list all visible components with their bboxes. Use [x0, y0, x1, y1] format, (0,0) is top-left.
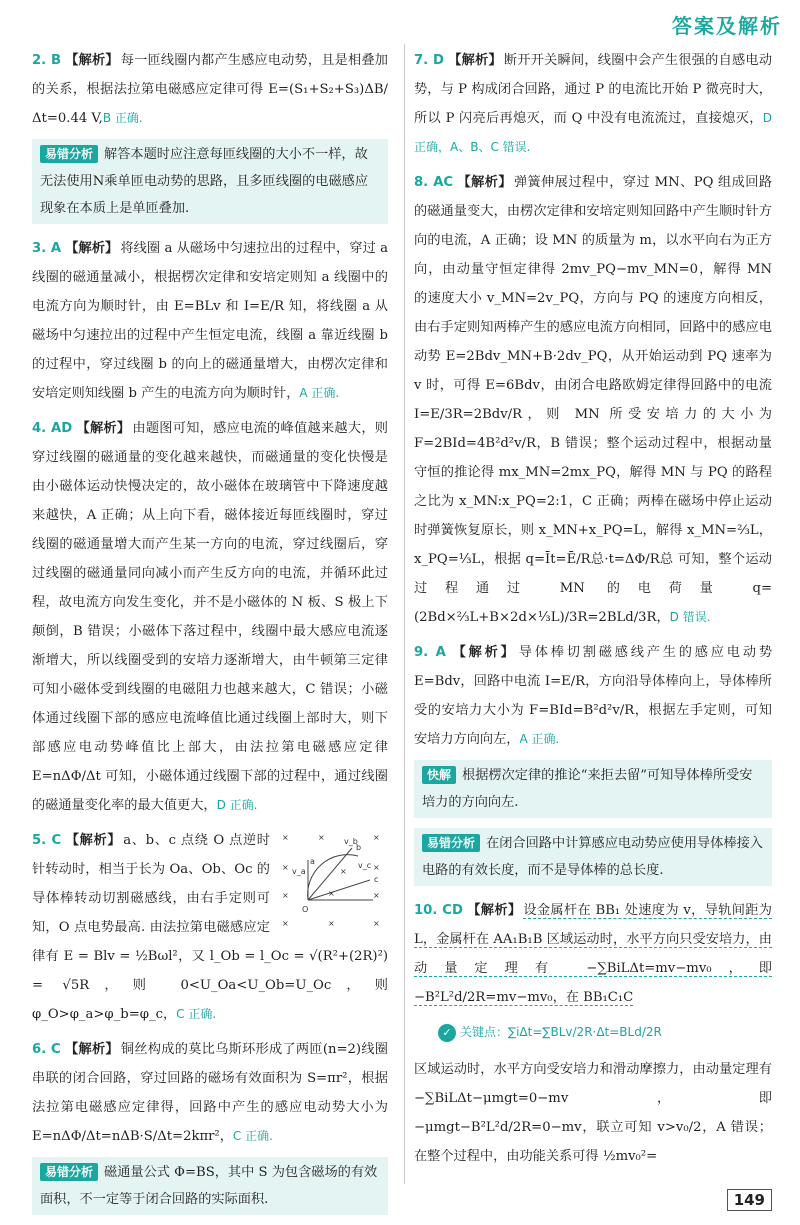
question-number: 2. B: [32, 53, 62, 68]
right-column: [414, 46, 772, 1177]
label-a: a: [310, 857, 315, 866]
answer-text: 每一匝线圈内都产生感应电动势，且是相叠加的关系，根据法拉第电磁感应定律可得 E=(S₁+S₂+S₃)ΔB/Δt=0.44 V,: [32, 53, 388, 126]
question-number: 4. AD: [32, 421, 73, 436]
question-number: 6. C: [32, 1042, 61, 1057]
analysis-tag: 【解析】: [64, 1042, 119, 1057]
box-label: 快解: [422, 766, 456, 784]
judgement: A 正确.: [299, 386, 340, 400]
label-vb: v_b: [344, 837, 358, 846]
answer-4: [32, 414, 388, 820]
page-title: 答案及解析: [672, 14, 782, 38]
analysis-tag: 【解析】: [76, 421, 131, 436]
svg-text:×: ×: [318, 833, 325, 842]
column-divider: [404, 44, 405, 1184]
answer-text: 将线圈 a 从磁场中匀速拉出的过程中，穿过 a 线圈的磁通量减小，根据楞次定律和安培定则知 a 线圈中的电流方向为顺时针，由 E=BLv 和 I=E/R 知，将线圈 a 从磁场中匀速拉出的过程中产生恒定电流，线圈 a 靠近线圈 b 的过程中，穿过线圈 b 的向上的磁通量增大，由楞次定律和安培定则知线圈 b 产生的电流方向为顺时针，: [32, 241, 389, 401]
answer-text: a、b、c 点绕 O 点逆时针转动时，相当于长为 Oa、Ob、Oc 的导体棒转动切割磁感线，由右手定则可知，O 点电势最高. 由法拉第电磁感应定律有 E = Blv = ½Bωl²，又 l_Ob = l_Oc = √(R²+(2R)²) = √5R，则 0<U_Oa<U_Ob=U_Oc，则 φ_O>φ_a>φ_b=φ_c，: [32, 833, 388, 1022]
question-number: 7. D: [414, 53, 444, 68]
page-number: 149: [727, 1189, 772, 1211]
box-text: 根据楞次定律的推论“来拒去留”可知导体棒所受安培力的方向向左.: [422, 768, 753, 810]
key-icon: ✓: [438, 1024, 456, 1042]
analysis-tag: 【解析】: [449, 645, 517, 660]
answer-text: 导体棒切割磁感线产生的感应电动势 E=Bdv，回路中电流 I=E/R，方向沿导体棒向上，导体棒所受的安培力大小为 F=BId=B²d²v/R，根据左手定则，可知安培力方向向左，: [414, 645, 773, 747]
box-text: 在闭合回路中计算感应电动势应使用导体棒接入电路的有效长度，而不是导体棒的总长度.: [422, 836, 763, 878]
judgement: C 正确.: [232, 1129, 273, 1143]
analysis-tag: 【解析】: [447, 53, 502, 68]
label-o: O: [302, 905, 309, 914]
left-column: [32, 46, 388, 1225]
question-number: 8. AC: [414, 175, 454, 190]
label-va: v_a: [292, 867, 306, 876]
answer-8: [414, 168, 772, 632]
svg-text:×: ×: [282, 891, 289, 900]
answer-10-continued: [414, 1055, 772, 1171]
svg-text:×: ×: [373, 919, 380, 928]
svg-text:×: ×: [373, 863, 380, 872]
quick-solution-box: [414, 760, 772, 818]
analysis-tag: 【解析】: [65, 241, 119, 256]
question-number: 3. A: [32, 241, 62, 256]
judgement: D 正确，A、B、C 错误.: [414, 111, 772, 154]
svg-text:×: ×: [282, 863, 289, 872]
box-text: 磁通量公式 Φ=BS，其中 S 为包含磁场的有效面积，不一定等于闭合回路的实际面积.: [40, 1165, 378, 1207]
key-point: [438, 1018, 772, 1047]
analysis-tag: 【解析】: [466, 903, 522, 918]
answer-6: [32, 1035, 388, 1151]
answer-text: 区域运动时，水平方向受安培力和滑动摩擦力，由动量定理有 −∑BiLΔt−μmgt=0−mv，即 −μmgt−B²L²d/2R=0−mv，联立可知 v>v₀/2，A 错误；在整个过程中，由功能关系可得 ½mv₀²=: [414, 1062, 772, 1164]
label-b: b: [356, 843, 362, 852]
label-c: c: [374, 875, 379, 884]
answer-text: 断开开关瞬间，线圈中会产生很强的自感电动势，与 P 构成闭合回路，通过 P 的电流比开始 P 微亮时大，所以 P 闪亮后再熄灭，而 Q 中没有电流流过，直接熄灭，: [414, 53, 773, 126]
analysis-tag: 【解析】: [457, 175, 512, 190]
box-label: 易错分析: [40, 1163, 98, 1181]
answer-text: 弹簧伸展过程中，穿过 MN、PQ 组成回路的磁通量变大，由楞次定律和安培定则知回路中产生顺时针方向的电流，A 正确；设 MN 的质量为 m，以水平向右为正方向，由动量守恒定律得 2mv_PQ−mv_MN=0，解得 MN 的速度大小 v_MN=2v_PQ，方向与 PQ 的速度方向相反，由右手定则知两棒产生的感应电流方向相同，回路中的感应电动势 E=2Bdv_MN+B·2dv_PQ，从开始运动到 PQ 速率为 v 时，可得 E=6Bdv，由闭合电路欧姆定律得回路中的电流 I=E/3R=2Bdv/R，则 MN 所受安培力的大小为 F=2BId=4B²d²v/R，B 错误；整个运动过程中，根据动量守恒的推论得 mx_MN=2mx_PQ，解得 MN 与 PQ 的路程之比为 x_MN:x_PQ=2:1，C 正确；两棒在磁场中停止运动时弹簧恢复原长，则 x_MN+x_PQ=L，解得 x_MN=⅔L，x_PQ=⅓L，根据 q=Īt=Ē/R总·t=ΔΦ/R总 可知，整个运动过程通过 MN 的电荷量 q=(2Bd×⅔L+B×2d×⅓L)/3R=2BLd/3R，: [414, 175, 773, 625]
analysis-tag: 【解析】: [65, 833, 122, 848]
answer-10: [414, 896, 772, 1012]
rotating-disk-diagram: [278, 830, 388, 930]
judgement: C 正确.: [176, 1007, 217, 1021]
box-text: 解答本题时应注意每匝线圈的大小不一样，故无法使用N乘单匝电动势的思路，且多匝线圈的电磁感应现象在本质上是单匝叠加.: [40, 147, 369, 216]
box-label: 易错分析: [40, 145, 98, 163]
label-vc: v_c: [358, 861, 372, 870]
analysis-tag: 【解析】: [65, 53, 119, 68]
error-analysis-box: [32, 1157, 388, 1215]
answer-text: 铜丝构成的莫比乌斯环形成了两匝(n=2)线圈串联的闭合回路，穿过回路的磁场有效面积为 S=πr²，根据法拉第电磁感应定律得，回路中产生的感应电动势大小为 E=nΔΦ/Δt=nΔB·S/Δt=2kπr²，: [32, 1042, 388, 1144]
error-analysis-box: [414, 828, 772, 886]
svg-text:×: ×: [328, 919, 335, 928]
svg-text:×: ×: [282, 833, 289, 842]
box-label: 易错分析: [422, 834, 480, 852]
svg-text:×: ×: [373, 891, 380, 900]
answer-5: [32, 826, 388, 1029]
svg-text:×: ×: [328, 889, 335, 898]
error-analysis-box: [32, 139, 388, 224]
header-strip: [0, 0, 800, 46]
svg-text:×: ×: [340, 867, 347, 876]
svg-text:×: ×: [373, 833, 380, 842]
question-number: 9. A: [414, 645, 446, 660]
judgement: D 错误.: [669, 610, 711, 624]
answer-text: 设金属杆在 BB₁ 处速度为 v，导轨间距为 L，金属杆在 AA₁B₁B 区域运动时，水平方向只受安培力，由动量定理有 −∑BiLΔt=mv−mv₀，即 −B²L²d/2R=mv−mv₀，在 BB₁C₁C: [414, 903, 772, 1005]
answer-text: 由题图可知，感应电流的峰值越来越大，则穿过线圈的磁通量的变化越来越快，而磁通量的变化快慢是由小磁体运动快慢决定的，故小磁体在玻璃管中下降速度越来越快，A 正确；从上向下看，磁体接近每匝线圈时，穿过线圈的磁通量增大而产生某一方向的电流，穿过线圈后，穿过线圈的磁通量同向减小而产生反方向的电流，并循环此过程，故电流方向发生变化，并不是小磁体的 N 板、S 极上下颠倒，B 错误；小磁体下落过程中，线圈中最大感应电流逐渐增大，所以线圈受到的安培力逐渐增大，由牛顿第三定律可知小磁体受到线圈的电磁阻力也越来越大，C 错误；小磁体通过线圈下部的感应电流峰值比通过线圈上部时大，则下部感应电动势峰值比上部大，由法拉第电磁感应定律 E=nΔΦ/Δt 可知，小磁体通过线圈下部的过程中，通过线圈的磁通量变化率的最大值更大，: [32, 421, 388, 813]
answer-9: [414, 638, 772, 754]
answer-2: [32, 46, 388, 133]
judgement: D 正确.: [216, 798, 258, 812]
answer-7: [414, 46, 772, 162]
judgement: A 正确.: [519, 732, 560, 746]
question-number: 10. CD: [414, 903, 463, 918]
key-point-label: 关键点：: [460, 1025, 509, 1039]
svg-text:×: ×: [282, 919, 289, 928]
question-number: 5. C: [32, 833, 62, 848]
judgement: B 正确.: [102, 111, 143, 125]
key-point-text: ∑iΔt=∑BLv/2R·Δt=BLd/2R: [508, 1025, 662, 1039]
answer-3: [32, 234, 388, 408]
